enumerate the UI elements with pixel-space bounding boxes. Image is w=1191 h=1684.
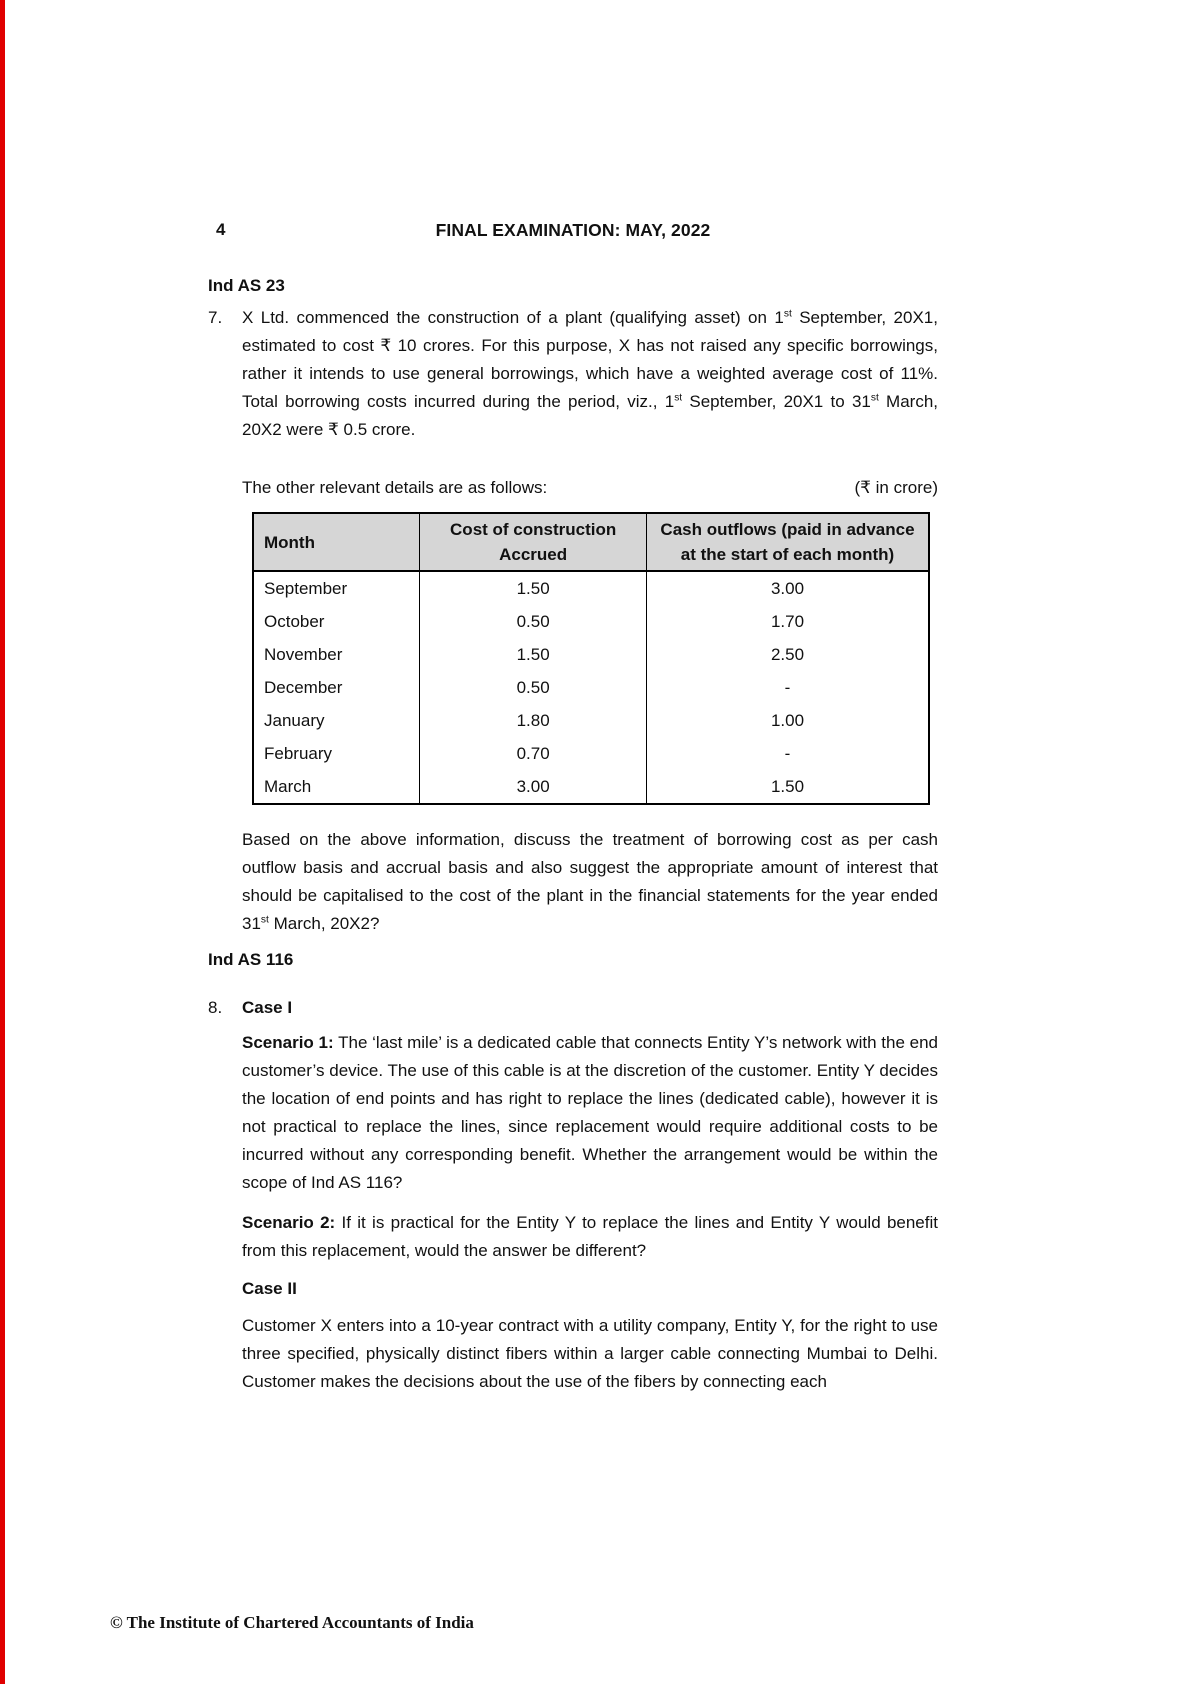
scenario-2-paragraph bbox=[242, 1209, 938, 1265]
table-intro-row bbox=[242, 474, 938, 502]
table-header-row bbox=[253, 513, 929, 571]
question-7-requirement-text: Based on the above information, discuss the treatment of borrowing cost as per cash outflow basis and accrual basis and also suggest the appropriate amount of interest that should be capitalised to the cost of the plant in the financial statements for the year ended 31st March, 20X2? bbox=[242, 830, 938, 933]
scenario-1-paragraph bbox=[242, 1029, 938, 1197]
page-content bbox=[208, 0, 938, 1684]
value-cell: 3.00 bbox=[420, 770, 647, 804]
value-cell: - bbox=[646, 737, 929, 770]
month-cell: September bbox=[253, 571, 420, 605]
copyright-footer: © The Institute of Chartered Accountants of India bbox=[110, 1613, 474, 1632]
scenario-1-text: The ‘last mile’ is a dedicated cable that connects Entity Y’s network with the end customer’s device. The use of this cable is at the discretion of the customer. Entity Y decides the location of end points and has right to replace the lines (dedicated cable), however it is not practical to replace the lines, since replacement would require additional costs to be incurred without any corresponding benefit. Whether the arrangement would be within the scope of Ind AS 116? bbox=[242, 1033, 939, 1192]
table-row bbox=[253, 737, 929, 770]
question-7-text: X Ltd. commenced the construction of a plant (qualifying asset) on 1st September, 20X1, estimated to cost ₹ 10 crores. For this purpose, X has not raised any specific borrowings, rather it intends to use general borrowings, which have a weighted average cost of 11%. Total borrowing costs incurred during the period, viz., 1st September, 20X1 to 31st March, 20X2 were ₹ 0.5 crore. bbox=[242, 308, 938, 439]
scenario-2-text: If it is practical for the Entity Y to replace the lines and Entity Y would benefit from this replacement, would the answer be different? bbox=[242, 1213, 938, 1260]
value-cell: 0.50 bbox=[420, 605, 647, 638]
table-header-cell: Month bbox=[253, 513, 420, 571]
page-header bbox=[208, 216, 938, 244]
scenario-2-label: Scenario 2: bbox=[242, 1213, 336, 1232]
month-cell: November bbox=[253, 638, 420, 671]
value-cell: 3.00 bbox=[646, 571, 929, 605]
case-1-label: Case I bbox=[242, 998, 293, 1017]
section-heading-ind-as-23: Ind AS 23 bbox=[208, 276, 285, 295]
table-row bbox=[253, 704, 929, 737]
value-cell: - bbox=[646, 671, 929, 704]
table-unit-note: (₹ in crore) bbox=[854, 478, 938, 497]
month-cell: January bbox=[253, 704, 420, 737]
monthly-cost-table bbox=[252, 512, 930, 805]
value-cell: 2.50 bbox=[646, 638, 929, 671]
value-cell: 1.50 bbox=[420, 638, 647, 671]
monthly-cost-table-body bbox=[253, 571, 929, 804]
left-edge-stripe bbox=[0, 0, 5, 1684]
value-cell: 1.50 bbox=[420, 571, 647, 605]
table-row bbox=[253, 671, 929, 704]
question-8-number: 8. bbox=[208, 998, 223, 1017]
table-row bbox=[253, 770, 929, 804]
page-title: FINAL EXAMINATION: MAY, 2022 bbox=[435, 220, 711, 240]
table-intro-text: The other relevant details are as follows: bbox=[242, 478, 548, 497]
table-header-cell: Cash outflows (paid in advance at the start of each month) bbox=[646, 513, 929, 571]
scenario-1-label: Scenario 1: bbox=[242, 1033, 334, 1052]
table-header-cell: Cost of construction Accrued bbox=[420, 513, 647, 571]
value-cell: 1.80 bbox=[420, 704, 647, 737]
value-cell: 0.50 bbox=[420, 671, 647, 704]
monthly-cost-table-head bbox=[253, 513, 929, 571]
table-row bbox=[253, 571, 929, 605]
case-2-text: Customer X enters into a 10-year contract with a utility company, Entity Y, for the right to use three specified, physically distinct fibers within a larger cable connecting Mumbai to Delhi. Customer makes the decisions about the use of the fibers by connecting each bbox=[242, 1316, 938, 1391]
page-number: 4 bbox=[216, 220, 226, 239]
table-row bbox=[253, 638, 929, 671]
value-cell: 1.00 bbox=[646, 704, 929, 737]
case-2-label: Case II bbox=[242, 1279, 297, 1298]
month-cell: December bbox=[253, 671, 420, 704]
month-cell: February bbox=[253, 737, 420, 770]
section-heading-ind-as-116: Ind AS 116 bbox=[208, 950, 294, 969]
value-cell: 1.70 bbox=[646, 605, 929, 638]
value-cell: 1.50 bbox=[646, 770, 929, 804]
month-cell: March bbox=[253, 770, 420, 804]
table-row bbox=[253, 605, 929, 638]
month-cell: October bbox=[253, 605, 420, 638]
question-7-number: 7. bbox=[208, 308, 223, 327]
value-cell: 0.70 bbox=[420, 737, 647, 770]
